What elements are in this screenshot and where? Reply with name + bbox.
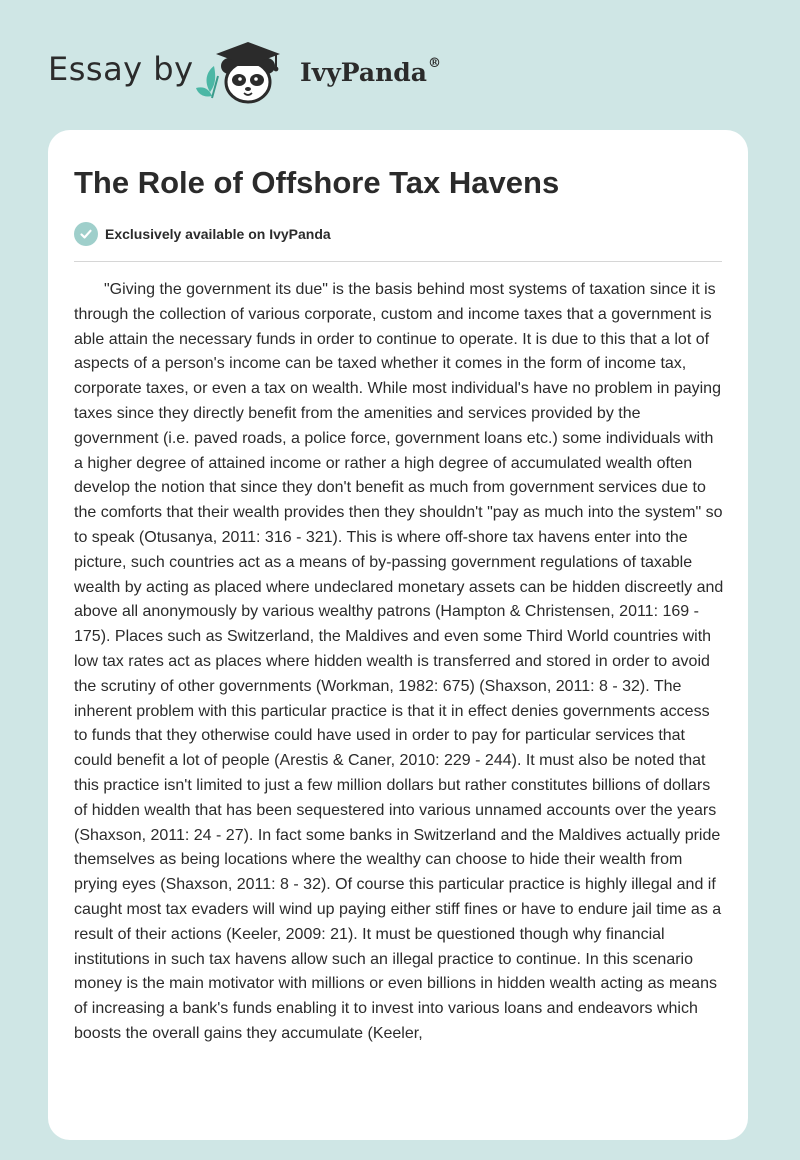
brand-name[interactable] — [300, 58, 441, 87]
title-divider — [74, 261, 722, 262]
panda-graduate-logo-icon[interactable] — [196, 36, 296, 108]
exclusive-badge — [74, 222, 331, 246]
registered-mark: ® — [427, 56, 441, 71]
page-title: The Role of Offshore Tax Havens — [74, 165, 560, 200]
exclusive-badge-label: Exclusively available on IvyPanda — [105, 226, 331, 242]
brand-prefix: Essay by — [48, 50, 194, 88]
essay-card — [48, 130, 748, 1140]
brand-name-text: IvyPanda — [300, 58, 427, 87]
essay-body-paragraph: "Giving the government its due" is the basis behind most systems of taxation since it is through the collection of various corporate, custom and income taxes that a government is able attain the necessary funds in order to continue to operate. It is due to this that a lot of aspects of a person's income can be taxed whether it comes in the form of income tax, corporate taxes, or even a tax on wealth. While most individual's have no problem in paying taxes since they directly benefit from the amenities and services provided by the government (i.e. paved roads, a police force, government loans etc.) some individuals with a higher degree of attained income or rather a high degree of accumulated wealth often develop the notion that since they don't benefit as much from government services due to the comforts that their wealth provides then they shouldn't "pay as much into the system" so to speak (Otusanya, 2011: 316 - 321). This is where off-shore tax havens enter into the picture, such countries act as a means of by-passing government regulations of taxable wealth by acting as placed where undeclared monetary assets can be hidden discreetly and above all anonymously by various wealthy patrons (Hampton & Christensen, 2011: 169 - 175). Places such as Switzerland, the Maldives and even some Third World countries with low tax rates act as places where hidden wealth is transferred and stored in order to avoid the scrutiny of other governments (Workman, 1982: 675) (Shaxson, 2011: 8 - 32). The inherent problem with this particular practice is that it in effect denies governments access to funds that they otherwise could have used in order to pay for particular services that could benefit a lot of people (Arestis & Caner, 2010: 229 - 244). It must also be noted that this practice isn't limited to just a few million dollars but rather constitutes billions of dollars of hidden wealth that has been sequestered into various unnamed accounts over the years (Shaxson, 2011: 24 - 27). In fact some banks in Switzerland and the Maldives actually pride themselves as being locations where the wealthy can choose to hide their wealth from prying eyes (Shaxson, 2011: 8 - 32). Of course this particular practice is highly illegal and if caught most tax evaders will wind up paying either stiff fines or have to endure jail time as a result of their actions (Keeler, 2009: 21). It must be questioned though why financial institutions in such tax havens allow such an illegal practice to continue. In this scenario money is the main motivator with millions or even billions in hidden wealth acting as means of increasing a bank's funds enabling it to invest into various loans and endeavors which boosts the overall gains they accumulate (Keeler, — [74, 281, 724, 1042]
site-header — [0, 0, 800, 130]
checkmark-icon — [74, 222, 98, 246]
